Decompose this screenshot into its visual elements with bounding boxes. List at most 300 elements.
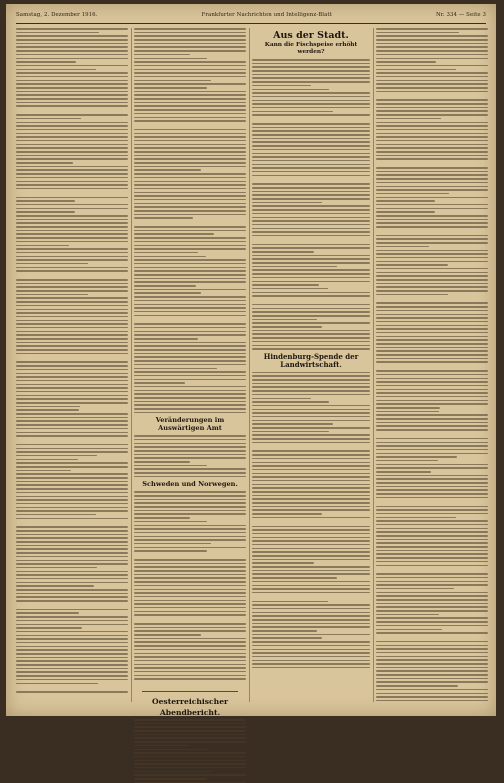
text-line [16, 230, 128, 232]
text-line [134, 285, 196, 287]
text-line [16, 398, 128, 400]
text-line [252, 660, 370, 662]
text-line [134, 627, 246, 629]
text-line [16, 129, 128, 131]
text-line [16, 556, 128, 558]
text-line [252, 164, 370, 166]
text-line [252, 284, 319, 286]
text-line [252, 645, 370, 647]
headline-oesterreich: Oesterreichischer Abendbericht. [151, 697, 229, 717]
text-line [134, 65, 246, 67]
text-line [134, 589, 246, 591]
text-line [134, 574, 246, 576]
text-line [376, 114, 488, 116]
text-line [376, 354, 488, 356]
text-line [134, 401, 246, 403]
text-line [134, 188, 246, 190]
text-line [134, 117, 246, 119]
text-line [252, 103, 370, 105]
text-line [252, 420, 370, 422]
text-line [252, 319, 317, 321]
text-line [376, 65, 488, 67]
headline-aus-der-stadt: Aus der Stadt. [273, 30, 349, 41]
text-line [252, 326, 322, 328]
text-line [16, 323, 128, 325]
text-line [252, 258, 370, 260]
text-line [134, 752, 246, 754]
text-line [16, 334, 128, 336]
text-line [16, 409, 79, 411]
column-1 [16, 28, 128, 704]
text-line [252, 341, 370, 343]
text-line [16, 208, 128, 210]
text-line [134, 499, 246, 501]
text-line [134, 252, 198, 254]
text-line [134, 525, 246, 527]
text-line [16, 638, 128, 640]
text-line [376, 599, 488, 601]
text-line [16, 481, 128, 483]
text-line [16, 76, 128, 78]
text-line [134, 645, 246, 647]
text-line [16, 286, 128, 288]
text-line [134, 129, 246, 131]
text-line [252, 288, 328, 290]
text-line [134, 607, 246, 609]
text-line [134, 151, 246, 153]
text-line [376, 561, 488, 563]
text-line [376, 385, 488, 387]
text-line [16, 432, 128, 434]
text-line [252, 269, 370, 271]
text-line [134, 730, 246, 732]
text-line [134, 603, 246, 605]
text-line [252, 96, 370, 98]
text-line [16, 635, 128, 637]
text-line [134, 614, 246, 616]
text-line [134, 39, 246, 41]
text-line [252, 480, 370, 482]
text-line [134, 113, 246, 115]
text-line [134, 491, 246, 493]
text-line [252, 487, 370, 489]
text-line [134, 404, 246, 406]
text-line [16, 200, 75, 202]
text-line [252, 191, 370, 193]
text-line [376, 400, 488, 402]
text-line [376, 328, 488, 330]
text-line [376, 489, 488, 491]
text-line [252, 63, 370, 65]
text-line [252, 308, 370, 310]
text-line [134, 292, 201, 294]
text-line [16, 158, 128, 160]
text-line [134, 233, 214, 235]
text-line [252, 619, 370, 621]
text-line [376, 445, 488, 447]
text-line [134, 162, 246, 164]
text-line [252, 551, 370, 553]
text-line [376, 91, 488, 93]
text-line [252, 537, 370, 539]
text-line [376, 693, 488, 695]
text-line [376, 286, 488, 288]
text-line [376, 361, 488, 363]
text-line [134, 210, 246, 212]
text-line [16, 496, 128, 498]
text-line [134, 596, 246, 598]
text-line [376, 464, 488, 466]
text-line [376, 314, 488, 316]
text-line [16, 105, 128, 107]
text-line [16, 125, 128, 127]
text-line [134, 476, 246, 478]
text-line [376, 43, 488, 45]
text-line [252, 295, 370, 297]
text-line [134, 91, 246, 93]
text-line [134, 634, 201, 636]
text-line [134, 472, 246, 474]
text-line [252, 656, 370, 658]
header-page-number: Nr. 334 — Seite 3 [435, 12, 486, 18]
text-line [376, 279, 488, 281]
text-line [252, 641, 370, 643]
text-line [134, 76, 246, 78]
text-line [134, 237, 246, 239]
text-line [134, 338, 198, 340]
text-line [252, 386, 370, 388]
text-line [16, 380, 128, 382]
text-line [134, 664, 246, 666]
text-line [16, 256, 128, 258]
text-line [252, 111, 333, 113]
text-line [134, 256, 206, 258]
text-line [16, 560, 128, 562]
text-line [16, 451, 128, 453]
text-line [252, 502, 370, 504]
text-line [252, 431, 329, 433]
text-line [134, 46, 246, 48]
text-line [134, 641, 246, 643]
text-line [252, 506, 370, 508]
text-line [134, 331, 246, 333]
text-line [134, 50, 246, 52]
text-line [16, 245, 69, 247]
text-line [134, 300, 246, 302]
text-line [376, 83, 488, 85]
text-line [376, 418, 488, 420]
text-line [252, 438, 370, 440]
text-line [134, 521, 207, 523]
text-line [252, 465, 370, 467]
text-line [134, 311, 246, 313]
text-line [376, 670, 488, 672]
text-line [134, 120, 246, 122]
text-line [16, 462, 128, 464]
text-line [376, 565, 488, 567]
text-line [16, 620, 128, 622]
text-line [134, 763, 246, 765]
text-line [16, 609, 128, 611]
text-line [134, 630, 246, 632]
text-line [134, 682, 246, 687]
text-line [16, 612, 79, 614]
text-line [376, 87, 488, 89]
text-line [134, 675, 246, 677]
text-line [252, 198, 370, 200]
text-line [16, 248, 128, 250]
text-line [134, 199, 246, 201]
text-line [376, 667, 488, 669]
text-line [252, 77, 370, 79]
text-line [252, 637, 322, 639]
text-line [134, 61, 246, 63]
text-line [16, 320, 128, 322]
text-line [376, 317, 488, 319]
text-line [252, 235, 370, 237]
text-line [252, 330, 370, 332]
text-line [16, 387, 128, 389]
text-line [376, 663, 488, 665]
text-line [134, 506, 246, 508]
text-line [16, 54, 128, 56]
text-line [134, 245, 246, 247]
text-line [376, 69, 456, 71]
text-line [376, 501, 488, 506]
text-line [252, 458, 370, 460]
text-line [252, 473, 370, 475]
text-line [252, 145, 370, 147]
text-line [252, 247, 370, 249]
text-line [16, 316, 128, 318]
text-line [376, 429, 488, 431]
text-line [16, 660, 128, 662]
text-line [16, 133, 128, 135]
text-line [16, 184, 128, 186]
text-line [252, 292, 370, 294]
text-line [376, 606, 488, 608]
text-line [16, 312, 128, 314]
text-line [376, 456, 457, 458]
text-line [16, 151, 128, 153]
text-line [252, 171, 370, 173]
text-line [16, 514, 96, 516]
text-line [376, 155, 488, 157]
text-line [134, 80, 211, 82]
text-line [16, 327, 128, 329]
text-line [252, 89, 329, 91]
text-line [134, 98, 246, 100]
text-line [134, 454, 246, 456]
text-line [16, 571, 128, 573]
text-line [16, 574, 128, 576]
header-rule [16, 23, 486, 24]
text-line [16, 283, 128, 285]
text-line [134, 559, 246, 561]
text-line [134, 109, 246, 111]
text-line [376, 648, 488, 650]
column-4 [376, 28, 488, 704]
text-line [134, 263, 246, 265]
text-line [134, 173, 246, 175]
text-line [252, 513, 322, 515]
text-line [16, 413, 128, 415]
text-line [252, 209, 370, 211]
text-line [376, 531, 488, 533]
text-line [376, 283, 488, 285]
text-line [252, 577, 337, 579]
text-line [16, 477, 128, 479]
text-line [134, 719, 246, 721]
text-line [134, 140, 246, 142]
text-line [16, 585, 94, 587]
text-line [376, 28, 488, 30]
text-line [376, 475, 488, 477]
text-line [252, 231, 370, 233]
text-line [16, 297, 128, 299]
text-line [376, 513, 488, 515]
text-line [134, 136, 246, 138]
text-line [16, 395, 128, 397]
text-line [134, 566, 246, 568]
text-line [16, 459, 78, 461]
text-line [134, 368, 217, 370]
text-line [16, 136, 128, 138]
text-line [134, 439, 246, 441]
text-line [252, 434, 370, 436]
text-line [134, 771, 211, 773]
text-line [376, 197, 488, 199]
text-line [252, 409, 370, 411]
text-line [376, 58, 488, 60]
text-line [16, 526, 128, 528]
text-line [134, 581, 246, 583]
text-line [16, 155, 128, 157]
text-line [376, 306, 488, 308]
text-line [376, 76, 488, 78]
text-line [134, 181, 246, 183]
text-line [252, 277, 370, 279]
text-line [376, 557, 488, 559]
text-line [252, 202, 322, 204]
text-line [16, 373, 128, 375]
text-line [376, 414, 488, 416]
text-line [252, 491, 370, 493]
text-line [376, 46, 488, 48]
text-line [134, 539, 246, 541]
text-line [252, 529, 370, 531]
text-line [16, 361, 128, 363]
text-line [16, 233, 128, 235]
text-line [134, 323, 246, 325]
text-line [252, 74, 370, 76]
text-line [134, 653, 246, 655]
text-line [252, 156, 370, 158]
text-line [252, 127, 370, 129]
text-line [252, 114, 370, 116]
text-line [376, 103, 488, 105]
column-3 [252, 28, 370, 704]
text-line [376, 610, 488, 612]
text-line [16, 192, 128, 197]
text-line [134, 349, 246, 351]
text-line [376, 659, 488, 661]
text-line [252, 592, 370, 594]
text-line [134, 327, 246, 329]
text-line [134, 465, 207, 467]
text-line [16, 294, 88, 296]
text-line [16, 646, 128, 648]
text-line [16, 545, 128, 547]
text-line [376, 407, 440, 409]
text-line [16, 448, 128, 450]
text-line [252, 442, 370, 444]
text-line [252, 153, 370, 155]
text-line [376, 250, 488, 252]
text-line [16, 338, 128, 340]
text-line [16, 664, 128, 666]
text-line [376, 524, 488, 526]
text-line [376, 577, 488, 579]
column-divider [249, 28, 250, 702]
text-line [16, 169, 128, 171]
text-line [376, 99, 488, 101]
text-line [376, 226, 488, 228]
text-line [134, 563, 246, 565]
text-line [376, 546, 488, 548]
text-line [252, 450, 370, 452]
text-line [16, 391, 128, 393]
text-line [16, 39, 128, 41]
text-line [376, 603, 488, 605]
text-line [16, 675, 128, 677]
text-line [252, 304, 370, 306]
text-line [252, 220, 370, 222]
text-line [252, 416, 370, 418]
text-line [376, 200, 435, 202]
text-line [16, 631, 128, 633]
text-line [16, 309, 128, 311]
text-line [134, 393, 246, 395]
text-line [134, 767, 246, 769]
text-line [376, 374, 488, 376]
text-line [252, 149, 370, 151]
text-line [16, 484, 128, 486]
text-line [134, 741, 246, 743]
text-line [134, 334, 246, 336]
text-line [376, 219, 488, 221]
text-line [134, 734, 246, 736]
headline-hindenburg-spende: Hindenburg-Spende der Landwirtschaft. [263, 351, 359, 369]
text-line [376, 264, 448, 266]
text-line [134, 267, 246, 269]
text-line [16, 510, 128, 512]
text-line [376, 592, 488, 594]
text-line [16, 548, 128, 550]
text-line [134, 726, 246, 728]
text-line [134, 58, 207, 60]
text-line [252, 562, 314, 564]
text-line [252, 608, 370, 610]
text-line [376, 550, 488, 552]
text-line [134, 72, 246, 74]
text-line [376, 151, 488, 153]
text-line [16, 140, 128, 142]
page-header [16, 12, 486, 22]
text-line [252, 462, 370, 464]
text-line [16, 349, 128, 351]
text-line [134, 649, 246, 651]
